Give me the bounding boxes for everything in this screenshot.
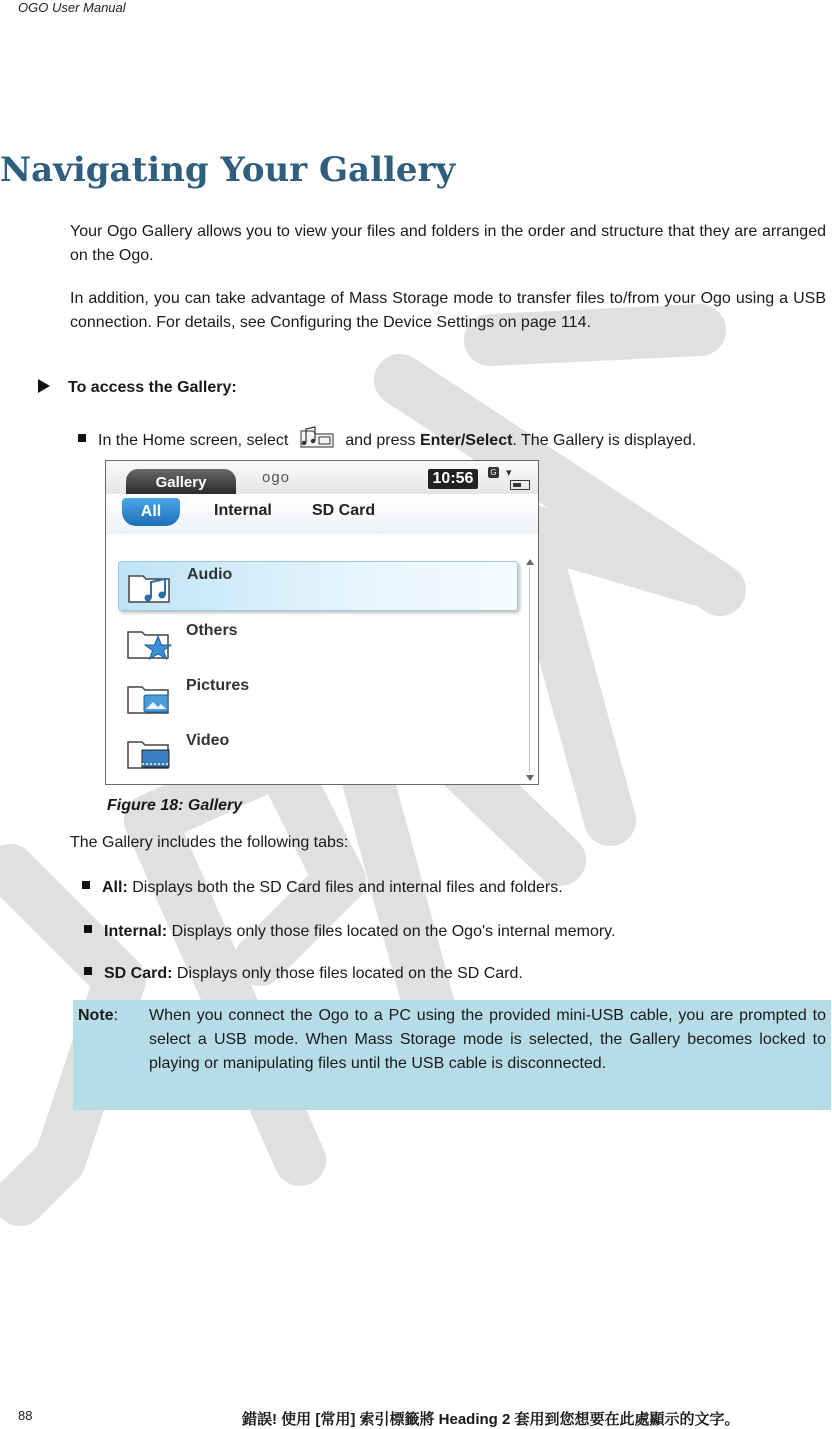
desc: Displays only those files located on the SD Card.: [176, 965, 523, 982]
scroll-track: [529, 567, 530, 773]
folder-label: Audio: [187, 566, 233, 583]
tab-internal[interactable]: Internal: [214, 502, 272, 519]
bullet-all: [82, 879, 563, 897]
folder-label: Pictures: [186, 677, 250, 694]
tab-all[interactable]: All: [122, 498, 180, 526]
music-folder-icon: [127, 570, 173, 604]
arrow-bullet-icon: [38, 379, 50, 393]
folder-row-audio[interactable]: [118, 561, 518, 611]
desc: Displays both the SD Card files and internal files and folders.: [132, 879, 563, 896]
folder-row-video[interactable]: [118, 728, 516, 776]
term: Internal:: [104, 923, 168, 940]
scrollbar[interactable]: [526, 559, 534, 781]
video-folder-icon: [126, 736, 172, 770]
ogo-logo: ogo: [262, 469, 291, 486]
scroll-up-icon[interactable]: [526, 559, 534, 565]
step1-after: . The Gallery is displayed.: [512, 432, 697, 449]
intro-paragraph: Your Ogo Gallery allows you to view your files and folders in the order and structure that they are arranged on the Ogo.: [70, 223, 826, 264]
procedure-heading: [38, 379, 237, 397]
tab-sd-card[interactable]: SD Card: [312, 502, 376, 519]
note-colon: :: [113, 1007, 119, 1024]
term: All:: [102, 879, 128, 896]
bullet-internal: [84, 923, 615, 941]
note-label: [78, 1004, 118, 1028]
battery-icon: [510, 480, 530, 490]
square-bullet-icon: [84, 925, 92, 933]
square-bullet-icon: [82, 881, 90, 889]
folder-row-pictures[interactable]: [118, 673, 516, 721]
star-folder-icon: [126, 626, 172, 660]
gallery-app-icon: [297, 425, 337, 449]
step1-before: In the Home screen, select: [98, 432, 289, 449]
desc: Displays only those files located on the Ogo's internal memory.: [171, 923, 616, 940]
term: SD Card:: [104, 965, 173, 982]
tabs-intro: The Gallery includes the following tabs:: [70, 834, 349, 851]
folder-label: Video: [186, 732, 230, 749]
figure-caption: Figure 18: Gallery: [107, 797, 243, 814]
picture-folder-icon: [126, 681, 172, 715]
folder-row-others[interactable]: [118, 618, 516, 666]
note-label-text: Note: [78, 1007, 114, 1024]
signal-icon: ▾: [506, 467, 512, 479]
square-bullet-icon: [84, 967, 92, 975]
note-text: When you connect the Ogo to a PC using the provided mini-USB cable, you are prompted to select a USB mode. When Mass Storage mode is selected, the Gallery becomes locked to playing or manipulating files until the USB cable is disconnected.: [149, 1007, 826, 1072]
bullet-sd-card: [84, 965, 523, 983]
square-bullet-icon: [78, 434, 86, 442]
procedure-heading-text: To access the Gallery:: [68, 379, 237, 396]
running-header: OGO User Manual: [18, 0, 126, 15]
gallery-title-tab: Gallery: [126, 469, 236, 494]
section-title: Navigating Your Gallery: [0, 150, 456, 190]
scroll-down-icon[interactable]: [526, 775, 534, 781]
clock: 10:56: [428, 469, 478, 489]
gallery-device-screenshot: [105, 460, 539, 785]
folder-label: Others: [186, 622, 238, 639]
step1-mid: and press: [345, 432, 416, 449]
step-1: [78, 425, 696, 450]
footer-field-error: 錯誤! 使用 [常用] 索引標籤將 Heading 2 套用到您想要在此處顯示的文字。: [242, 1411, 740, 1428]
network-indicator: G: [488, 467, 499, 478]
page-number: 88: [18, 1408, 33, 1423]
note-box: [73, 1000, 831, 1110]
mass-storage-paragraph: In addition, you can take advantage of Mass Storage mode to transfer files to/from your Ogo using a USB connection. For details, see Configuring the Device Settings on page 114.: [70, 290, 826, 331]
step1-key: Enter/Select: [419, 432, 513, 449]
